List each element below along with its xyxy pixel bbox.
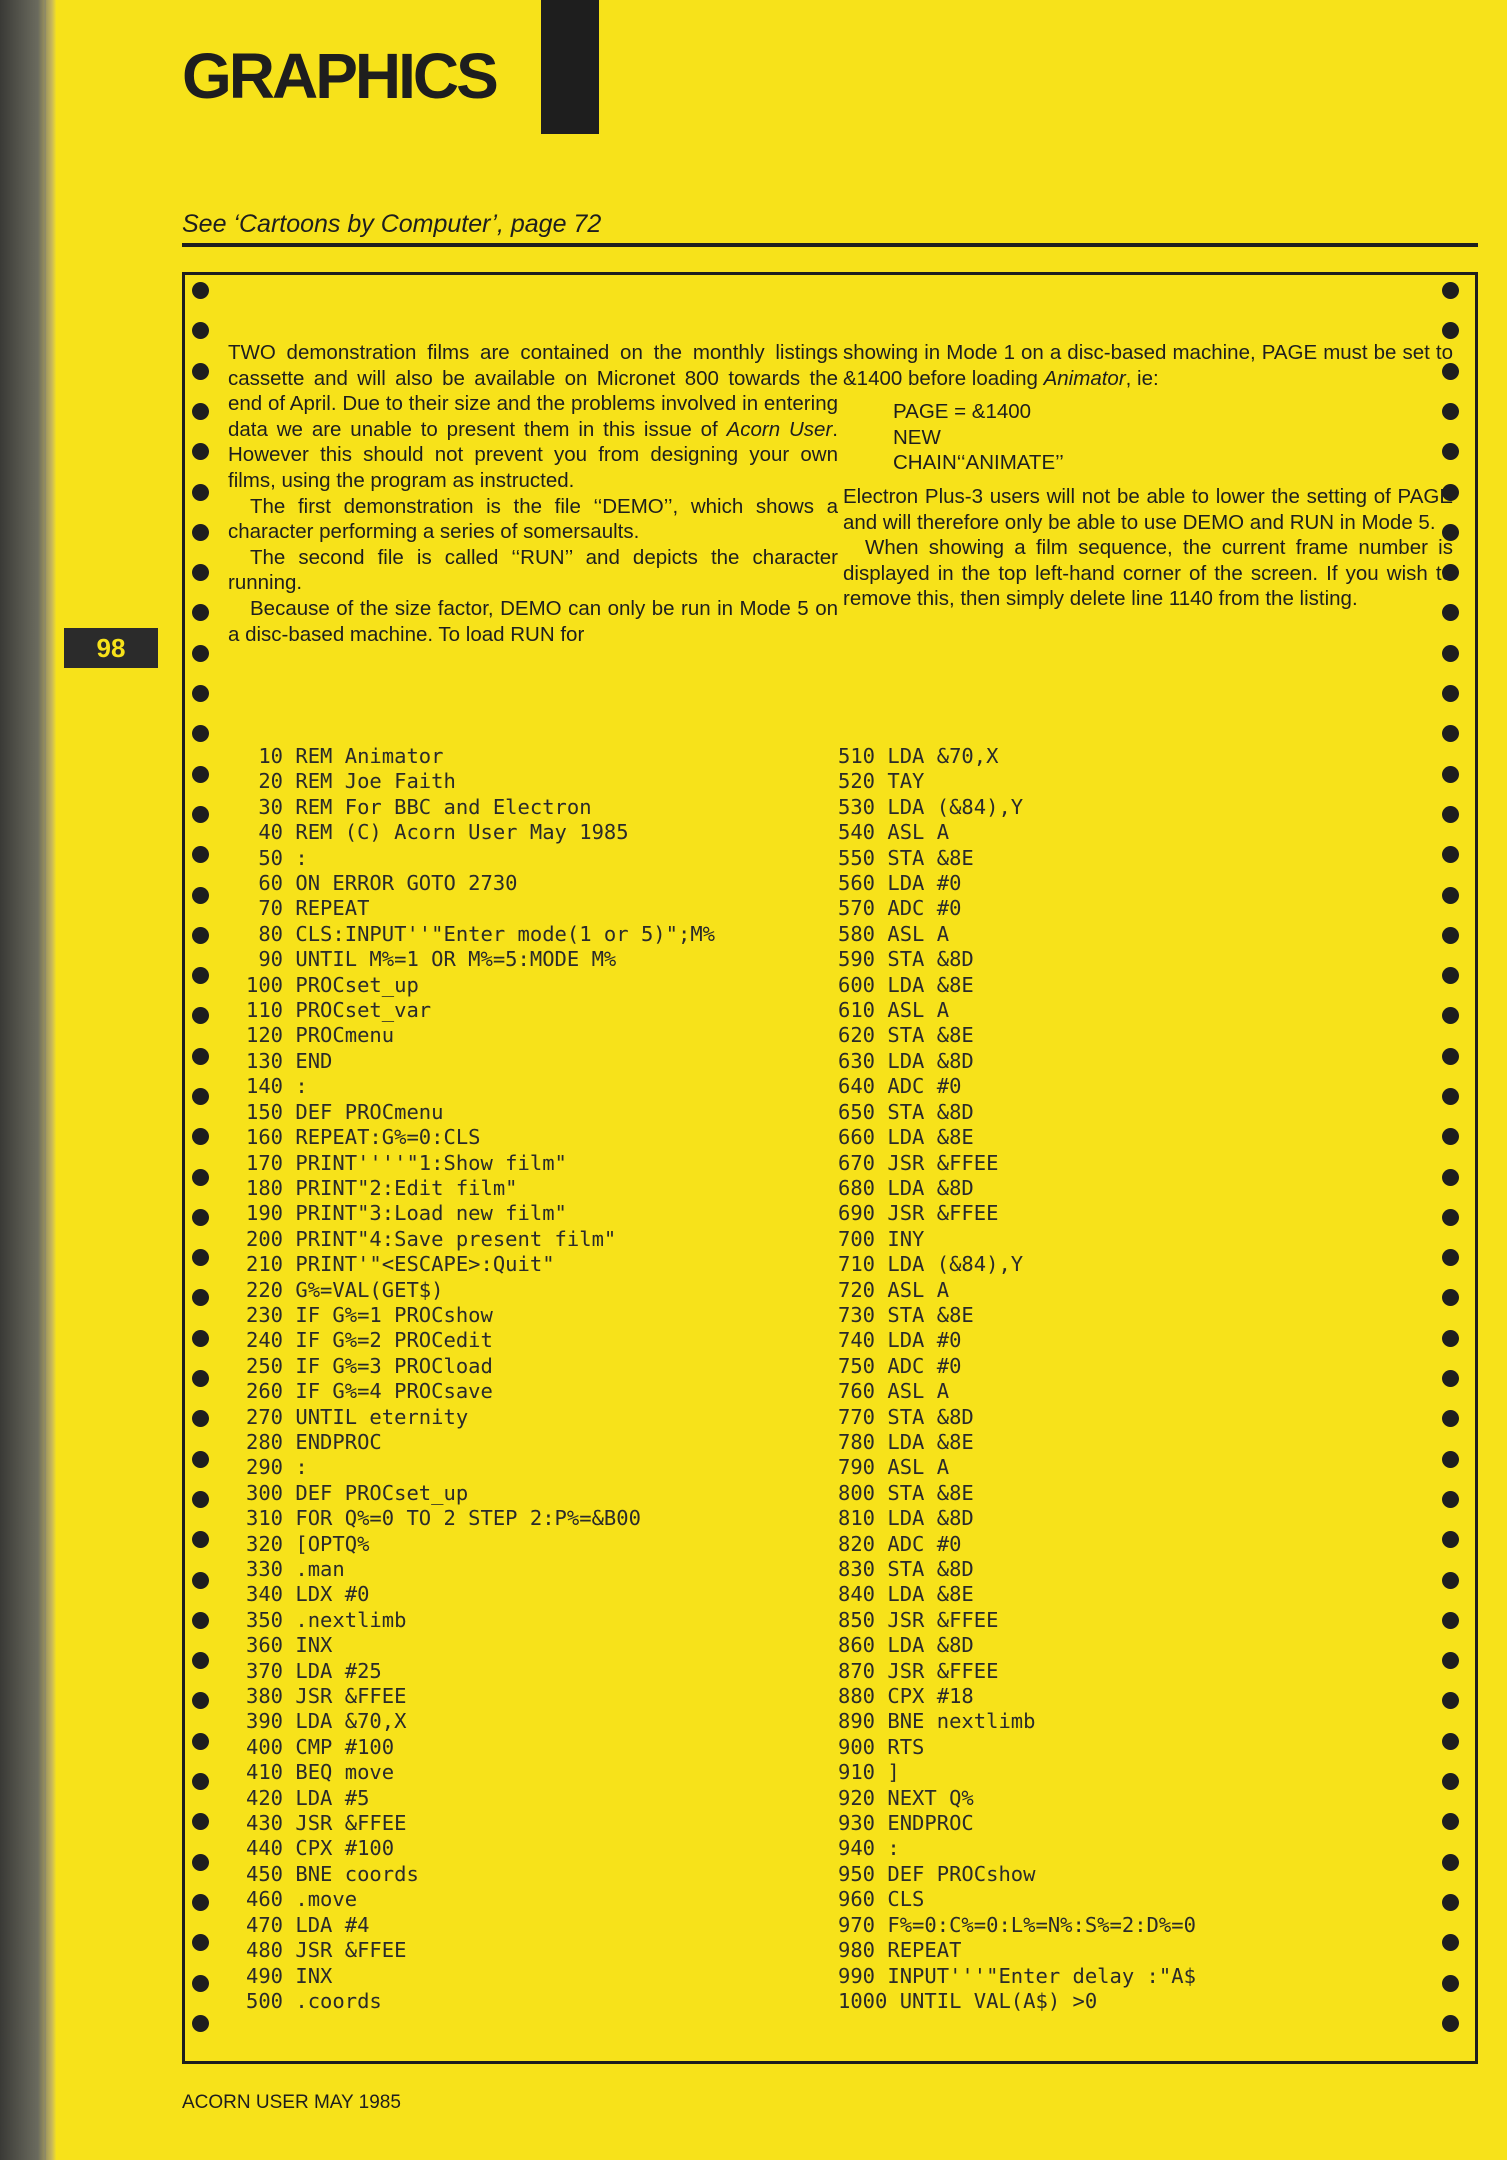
sprocket-hole [192,604,209,621]
listing-line: 350 .nextlimb [246,1607,407,1632]
sprocket-hole [192,806,209,823]
listing-line: 740 LDA #0 [838,1328,962,1353]
sprocket-hole [192,484,209,501]
sprocket-hole [1442,725,1459,742]
sprocket-hole [1442,1612,1459,1629]
intro-column-left [228,340,838,647]
sprocket-hole [1442,1813,1459,1830]
sprocket-hole [1442,1209,1459,1226]
listing-line: 760 ASL A [838,1379,950,1404]
listing-line: 310 FOR Q%=0 TO 2 STEP 2:P%=&B00 [246,1506,641,1531]
sprocket-hole [192,1934,209,1951]
sprocket-hole [192,403,209,420]
listing-line: 620 STA &8E [838,1023,974,1048]
sprocket-hole [192,1088,209,1105]
sprocket-hole [1442,806,1459,823]
intro-text: The second file is called ‘‘RUN’’ and depicts the character running. [228,545,838,595]
listing-line: 680 LDA &8D [838,1175,974,1200]
sprocket-hole [1442,1531,1459,1548]
listing-line: 390 LDA &70,X [246,1709,407,1734]
sprocket-hole [192,564,209,581]
intro-paragraph [228,494,838,545]
listing-line: 420 LDA #5 [246,1785,370,1810]
listing-line: 830 STA &8D [838,1557,974,1581]
sprocket-hole [192,1652,209,1669]
listing-line: 550 STA &8E [838,845,974,870]
sprocket-hole [192,725,209,742]
sprocket-hole [192,685,209,702]
binding-line [44,0,46,2160]
sprocket-hole [192,1370,209,1387]
listing-line: 730 STA &8E [838,1302,974,1327]
listing-line: 240 IF G%=2 PROCedit [246,1328,493,1353]
code-line: PAGE = &1400 [893,400,1032,424]
listing-line: 630 LDA &8D [838,1048,974,1073]
sprocket-hole [192,1531,209,1548]
listing-line: 270 UNTIL eternity [246,1404,469,1429]
sprocket-hole [1442,887,1459,904]
listing-line: 540 ASL A [838,820,950,845]
sprocket-hole [192,1894,209,1911]
listing-line: 770 STA &8D [838,1404,974,1429]
intro-text: showing in Mode 1 on a disc-based machine, PAGE must be set to &1400 before loading [843,341,1453,390]
program-listing-left [246,744,715,2014]
listing-line: 960 CLS [838,1887,925,1912]
intro-text: TWO demonstration films are contained on the monthly listings cassette and will also be available on Micronet 800 towards the end of April. Due to their size and the problems involved in entering data we are unable to present them in this issue of [228,341,838,441]
listing-line: 790 ASL A [838,1455,950,1480]
listing-line: 980 REPEAT [838,1938,962,1963]
listing-line: 470 LDA #4 [246,1912,370,1937]
listing-line: 870 JSR &FFEE [838,1658,999,1683]
intro-text: , ie: [1125,366,1159,390]
listing-line: 340 LDX #0 [246,1582,370,1607]
sprocket-hole [1442,1854,1459,1871]
sprocket-hole [192,282,209,299]
listing-line: 290 : [246,1455,308,1480]
listing-line: 50 : [246,845,308,870]
magazine-name: Acorn User [726,417,833,441]
sprocket-hole [192,1572,209,1589]
sprocket-hole [192,443,209,460]
sprocket-hole [1442,1572,1459,1589]
sprocket-hole [1442,2015,1459,2032]
page-number-tab: 98 [64,628,158,668]
listing-line: 100 PROCset_up [246,972,419,997]
sprocket-hole [192,1612,209,1629]
section-title: GRAPHICS [182,40,496,112]
sprocket-hole [1442,1169,1459,1186]
sprocket-hole [192,887,209,904]
listing-line: 380 JSR &FFEE [246,1684,407,1709]
listing-line: 860 LDA &8D [838,1633,974,1658]
sprocket-hole [1442,282,1459,299]
listing-line: 80 CLS:INPUT''"Enter mode(1 or 5)";M% [246,921,715,946]
listing-line: 580 ASL A [838,921,950,946]
sprocket-holes-left [192,272,212,2064]
listing-line: 150 DEF PROCmenu [246,1099,444,1124]
listing-line: 400 CMP #100 [246,1734,395,1759]
listing-line: 490 INX [246,1963,333,1988]
sprocket-hole [1442,967,1459,984]
sprocket-hole [192,766,209,783]
listing-line: 260 IF G%=4 PROCsave [246,1379,493,1404]
sprocket-hole [1442,1088,1459,1105]
sprocket-hole [1442,1007,1459,1024]
listing-line: 70 REPEAT [246,896,370,921]
listing-line: 670 JSR &FFEE [838,1150,999,1175]
listing-line: 370 LDA #25 [246,1658,382,1683]
listing-line: 120 PROCmenu [246,1023,395,1048]
sprocket-hole [192,967,209,984]
listing-line: 940 : [838,1836,900,1861]
listing-line: 970 F%=0:C%=0:L%=N%:S%=2:D%=0 [838,1912,1196,1937]
listing-line: 460 .move [246,1887,358,1912]
listing-line: 210 PRINT'"<ESCAPE>:Quit" [246,1252,555,1277]
listing-line: 200 PRINT"4:Save present film" [246,1226,617,1251]
intro-text: . However this should not prevent you from designing your own films, using the program as instructed. [228,417,838,492]
listing-line: 720 ASL A [838,1277,950,1302]
sprocket-hole [192,1289,209,1306]
listing-line: 110 PROCset_var [246,998,432,1023]
sprocket-hole [1442,1048,1459,1065]
listing-line: 280 ENDPROC [246,1429,382,1454]
sprocket-hole [1442,1289,1459,1306]
listing-line: 710 LDA (&84),Y [838,1252,1024,1277]
sprocket-hole [192,1773,209,1790]
listing-line: 530 LDA (&84),Y [838,794,1024,819]
sprocket-hole [192,1813,209,1830]
listing-line: 330 .man [246,1557,345,1581]
sprocket-hole [1442,927,1459,944]
listing-line: 810 LDA &8D [838,1506,974,1531]
header-rule [182,243,1478,247]
sprocket-hole [1442,1733,1459,1750]
listing-line: 690 JSR &FFEE [838,1201,999,1226]
sprocket-hole [192,1451,209,1468]
sprocket-hole [1442,1894,1459,1911]
listing-line: 40 REM (C) Acorn User May 1985 [246,820,629,845]
listing-line: 10 REM Animator [246,744,444,768]
load-instructions [843,399,1453,476]
listing-line: 90 UNTIL M%=1 OR M%=5:MODE M% [246,947,617,972]
listing-line: 600 LDA &8E [838,972,974,997]
listing-line: 900 RTS [838,1734,925,1759]
sprocket-hole [1442,1934,1459,1951]
page-footer: ACORN USER MAY 1985 [182,2092,401,2113]
listing-line: 510 LDA &70,X [838,744,999,768]
sprocket-hole [192,524,209,541]
sprocket-hole [1442,1692,1459,1709]
sprocket-hole [192,322,209,339]
listing-line: 800 STA &8E [838,1480,974,1505]
listing-line: 1000 UNTIL VAL(A$) >0 [838,1988,1098,2013]
sprocket-hole [192,2015,209,2032]
sprocket-hole [192,1733,209,1750]
sprocket-hole [192,363,209,380]
program-name: Animator [1043,366,1126,390]
sprocket-hole [1442,1773,1459,1790]
sprocket-hole [1442,1410,1459,1427]
listing-line: 250 IF G%=3 PROCload [246,1353,493,1378]
intro-text: The first demonstration is the file ‘‘DEMO’’, which shows a character performing a series of somersaults. [228,494,838,544]
listing-line: 700 INY [838,1226,925,1251]
code-line: NEW [893,425,941,449]
sprocket-hole [192,1209,209,1226]
listing-line: 850 JSR &FFEE [838,1607,999,1632]
sprocket-hole [1442,766,1459,783]
sprocket-hole [1442,1249,1459,1266]
listing-line: 30 REM For BBC and Electron [246,794,592,819]
sprocket-hole [192,1410,209,1427]
listing-line: 320 [OPTQ% [246,1531,370,1556]
program-listing-right [838,744,1196,2014]
listing-line: 840 LDA &8E [838,1582,974,1607]
sprocket-hole [1442,1451,1459,1468]
sprocket-hole [192,1128,209,1145]
sprocket-hole [192,1048,209,1065]
intro-paragraph [228,596,838,647]
listing-line: 520 TAY [838,769,925,794]
listing-line: 660 LDA &8E [838,1125,974,1150]
listing-line: 160 REPEAT:G%=0:CLS [246,1125,481,1150]
sprocket-hole [1442,1652,1459,1669]
listing-line: 180 PRINT"2:Edit film" [246,1175,518,1200]
listing-line: 140 : [246,1074,308,1099]
listing-line: 780 LDA &8E [838,1429,974,1454]
listing-line: 130 END [246,1048,333,1073]
listing-line: 500 .coords [246,1988,382,2013]
sprocket-hole [1442,846,1459,863]
intro-paragraph [843,340,1453,391]
listing-line: 650 STA &8D [838,1099,974,1124]
sprocket-hole [192,1491,209,1508]
intro-paragraph [228,545,838,596]
binding-spine [0,0,56,2160]
listing-line: 360 INX [246,1633,333,1658]
listing-line: 480 JSR &FFEE [246,1938,407,1963]
cross-reference: See ‘Cartoons by Computer’, page 72 [182,210,602,238]
intro-column-right [843,340,1453,612]
listing-line: 190 PRINT"3:Load new film" [246,1201,567,1226]
sprocket-hole [192,1169,209,1186]
listing-line: 750 ADC #0 [838,1353,962,1378]
listing-line: 640 ADC #0 [838,1074,962,1099]
listing-line: 890 BNE nextlimb [838,1709,1036,1734]
sprocket-hole [192,1249,209,1266]
listing-line: 230 IF G%=1 PROCshow [246,1302,493,1327]
listing-line: 430 JSR &FFEE [246,1811,407,1836]
sprocket-hole [1442,1491,1459,1508]
sprocket-hole [1442,1330,1459,1347]
sprocket-hole [1442,685,1459,702]
listing-line: 570 ADC #0 [838,896,962,921]
sprocket-hole [192,645,209,662]
listing-line: 610 ASL A [838,998,950,1023]
sprocket-hole [192,1692,209,1709]
code-line: CHAIN‘‘ANIMATE’’ [893,451,1064,475]
listing-line: 440 CPX #100 [246,1836,395,1861]
sprocket-hole [1442,1370,1459,1387]
listing-line: 820 ADC #0 [838,1531,962,1556]
listing-line: 950 DEF PROCshow [838,1861,1036,1886]
sprocket-hole [192,1007,209,1024]
listing-line: 560 LDA #0 [838,871,962,896]
sprocket-hole [192,1330,209,1347]
sprocket-hole [192,927,209,944]
listing-line: 170 PRINT''''"1:Show film" [246,1150,567,1175]
listing-line: 410 BEQ move [246,1760,395,1785]
listing-line: 880 CPX #18 [838,1684,974,1709]
sprocket-hole [1442,645,1459,662]
sprocket-hole [192,846,209,863]
listing-line: 450 BNE coords [246,1861,419,1886]
intro-paragraph: Electron Plus-3 users will not be able to lower the setting of PAGE and will therefore only be able to use DEMO and RUN in Mode 5. [843,484,1453,534]
listing-line: 590 STA &8D [838,947,974,972]
listing-line: 930 ENDPROC [838,1811,974,1836]
listing-line: 60 ON ERROR GOTO 2730 [246,871,518,896]
sprocket-hole [1442,1128,1459,1145]
sprocket-hole [1442,1975,1459,1992]
section-title-bar [541,0,599,134]
listing-line: 990 INPUT'''"Enter delay :"A$ [838,1963,1196,1988]
listing-line: 920 NEXT Q% [838,1785,974,1810]
listing-line: 20 REM Joe Faith [246,769,456,794]
sprocket-hole [192,1975,209,1992]
sprocket-hole [1442,322,1459,339]
intro-paragraph: When showing a film sequence, the current frame number is displayed in the top left-hand corner of the screen. If you wish to remove this, then simply delete line 1140 from the listing. [843,536,1453,611]
intro-text: Because of the size factor, DEMO can only be run in Mode 5 on a disc-based machine. To load RUN for [228,596,838,646]
sprocket-hole [192,1854,209,1871]
intro-paragraph [228,340,838,494]
listing-line: 300 DEF PROCset_up [246,1480,469,1505]
listing-line: 910 ] [838,1760,900,1785]
listing-line: 220 G%=VAL(GET$) [246,1277,444,1302]
